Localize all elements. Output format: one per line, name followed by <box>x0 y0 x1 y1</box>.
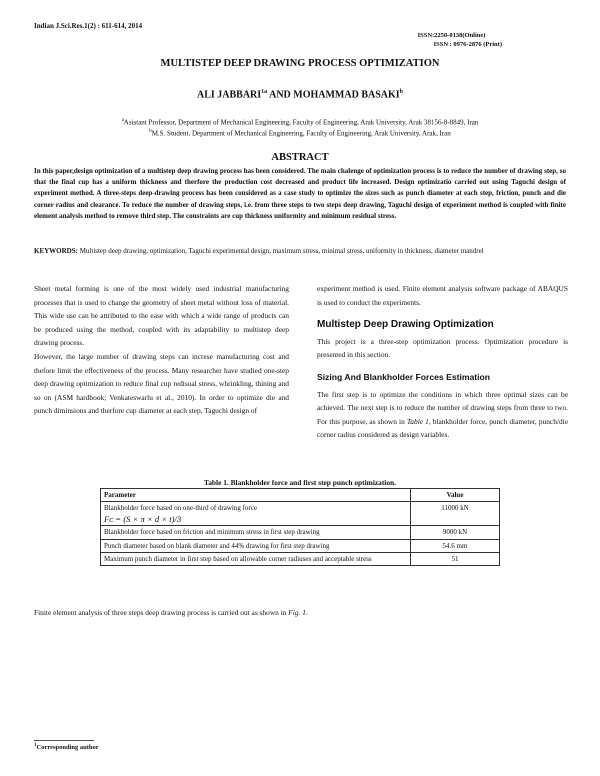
keywords-label: KEYWORDS: <box>34 247 78 255</box>
author-2-sup: b <box>399 89 404 95</box>
table-caption: Table 1. Blankholder force and first step punch optimization. <box>203 478 397 487</box>
header-value: Value <box>411 489 500 502</box>
author-join: AND <box>267 89 294 101</box>
footnote-rule <box>34 740 94 741</box>
affiliations <box>0 116 600 139</box>
header-parameter: Parameter <box>101 489 411 502</box>
table-row <box>101 502 500 526</box>
column-left <box>34 282 289 418</box>
author-2: MOHAMMAD BASAKI <box>293 89 400 101</box>
value-cell: 11000 kN <box>411 502 500 526</box>
paper-title: MULTISTEP DEEP DRAWING PROCESS OPTIMIZATION <box>160 58 440 69</box>
issn-print: ISSN : 0976-2876 (Print) <box>433 41 502 48</box>
author-1: ALI JABBARI <box>196 89 262 101</box>
fe-analysis-sentence: Finite element analysis of three steps deep drawing process is carried out as shown in Fig. 1. <box>34 608 308 617</box>
figure-ref: Fig. 1 <box>288 608 306 617</box>
param-cell: Maximum punch diameter in first step based on allowable corner radiuses and acceptable stress <box>101 553 411 566</box>
intro-paragraph-3: experiment method is used. Finite element analysis software package of ABAQUS is used to conduct the experiments. <box>317 284 568 307</box>
keywords-text: Multistep deep drawing, optimization, Taguchi experimental design, maximum stress, minimal stress, uniformity in thickness, diameter mandrel <box>77 247 484 255</box>
issn-online: ISSN:2250-0138(Online) <box>417 32 486 39</box>
intro-paragraph-1: Sheet metal forming is one of the most widely used industrial manufacturing processes that is used to change the geometry of sheet metal without loss of material. This wide use can be attributed to the ease with which a wide range of products can be produced using the method, coupled with its adaptability to multistep deep drawing process. <box>34 284 289 348</box>
param-cell: Blankholder force based on friction and minimum stress in first step drawing <box>101 526 411 539</box>
journal-citation: Indian J.Sci.Res.1(2) : 611-614, 2014 <box>34 22 143 30</box>
optimization-paragraph: This project is a three-step optimization process. Optimization procedure is presented in this section. <box>317 336 568 360</box>
value-cell: 9000 kN <box>411 526 500 539</box>
affiliation-b: $^b$M.S. Student, Department of Mechanical Engineering, Faculty of Engineering, Arak University, Arak, Iran <box>149 129 451 138</box>
abstract-text: In this paper,design optimization of a multistep deep drawing process has been considered. The main chalenge of optimization process is to reduce the number of drawing step, so that the final cup has a uniform thickness and therfore the production cost decreased and product life increased. Design optimizatio carried out using Taguchi design of experiment method. A three-steps deep-drawing process has been considered as a case study to optimize the sizes such as punch diameter at each step, friction, punch and die corner radius and clearance. To reduce the number of drawing steps, i.e. from three steps to two steps deep drawing, Taguchi design of experiment method is coupled with finite element analysis method to remove third step. The constraints are cup thickness uniformity and minimum residual stress. <box>34 167 566 220</box>
formula: Fᴄ = (S × π × d × t)/3 <box>104 513 182 524</box>
value-cell: 54.6 mm <box>411 539 500 552</box>
intro-paragraph-2: However, the large number of drawing steps can increse manufacturing cost and thefore limit the effectiveness of the process. Many researcher have studied one-step deep drawing optimization to reduce final cup redisual stress, whrinkling, thining and so on (ASM hardbook; Venkateswarlu et al., 2010). In order to optimize die and punch diminsions and therfore cup diameter at each step, Taguchi design of <box>34 351 289 416</box>
table-header-row <box>101 489 500 502</box>
column-right <box>317 282 568 442</box>
abstract-heading: ABSTRACT <box>271 152 329 163</box>
affiliation-a: $^a$Asistant Professor, Department of Mechanical Engineering, Faculty of Engineering, Arak University, Arak 38156-8-8849, Iran <box>121 118 479 127</box>
parameter-table <box>100 488 500 566</box>
table-row <box>101 539 500 552</box>
author-1-sup: 1a <box>261 89 268 95</box>
section-heading-optimization: Multistep Deep Drawing Optimization <box>317 319 494 331</box>
param-cell: Blankholder force based on one-third of drawing force Fᴄ = (S × π × d × t)/3 <box>101 502 411 526</box>
sizing-paragraph: The first step is to optimize the conditions in which three optimal sizes can be achieved. The next step is to reduce the number of drawing steps from three to two. For this purpose, as shown in Table 1, blankholder force, punch diameter, punch/die corner radius considered as design variables. <box>317 389 568 440</box>
section-heading-sizing: Sizing And Blankholder Forces Estimation <box>317 371 491 382</box>
param-cell: Punch diameter based on blank diameter and 44% drawing for first step drawing <box>101 539 411 552</box>
value-cell: 51 <box>411 553 500 566</box>
issn-block <box>418 31 502 49</box>
footnote: $^1$Corresponding author <box>34 743 99 752</box>
table-ref: Table 1 <box>406 416 429 426</box>
table-row <box>101 553 500 566</box>
author-line <box>0 89 600 100</box>
table-row <box>101 526 500 539</box>
keywords <box>34 246 566 257</box>
